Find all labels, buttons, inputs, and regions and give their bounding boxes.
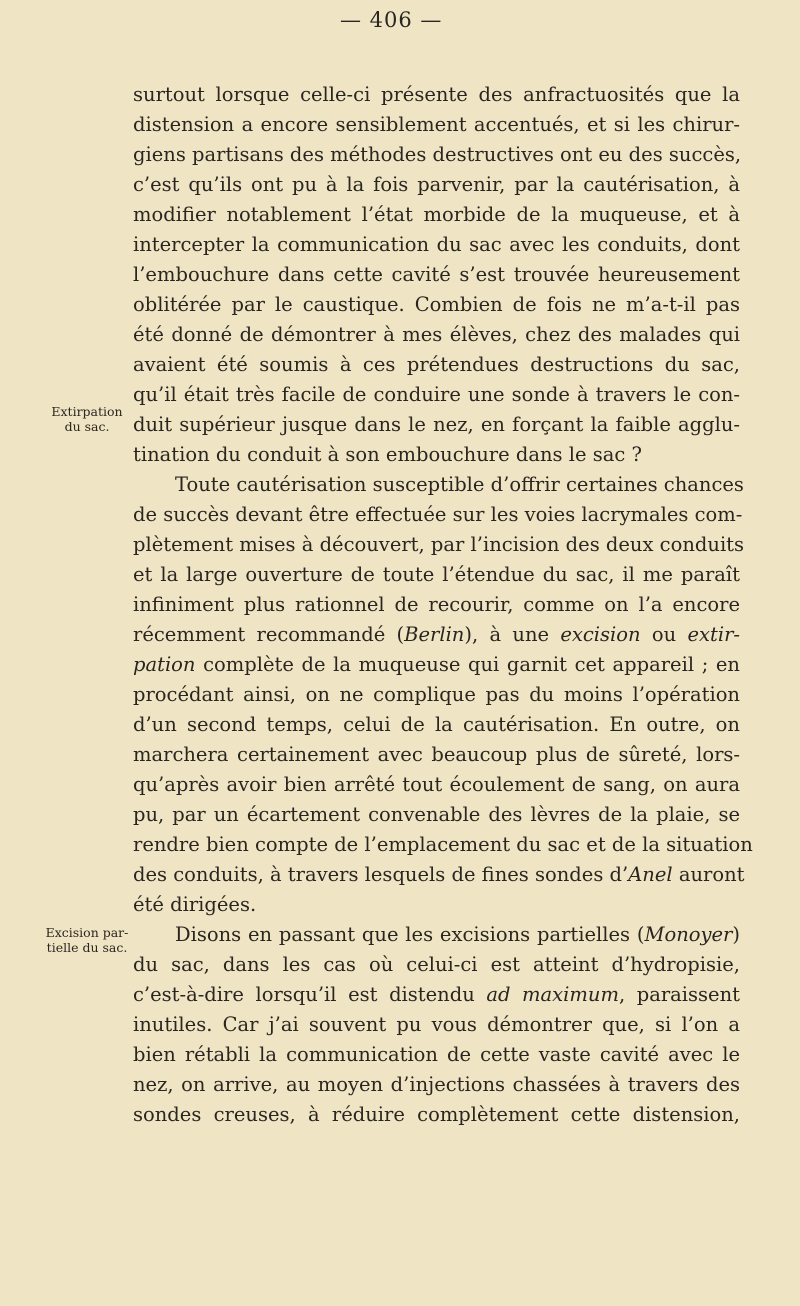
text-segment: distension a encore sensiblement accentués, et si les chirur- <box>133 113 740 136</box>
margin-note-excision <box>44 925 130 955</box>
text-segment: procédant ainsi, on ne complique pas du moins l’opération <box>133 683 740 706</box>
page-number: — 406 — <box>340 8 443 32</box>
text-segment: giens partisans des méthodes destructives ont eu des succès, <box>133 143 742 166</box>
text-segment: tination du conduit à son embouchure dans le sac ? <box>133 443 642 466</box>
text-line <box>133 860 745 890</box>
text-line <box>133 1040 740 1070</box>
text-line <box>133 590 740 620</box>
text-segment: plètement mises à découvert, par l’incision des deux conduits <box>133 533 745 556</box>
italic-text: Anel <box>628 863 673 886</box>
text-segment: pu, par un écartement convenable des lèvres de la plaie, se <box>133 803 740 826</box>
text-line <box>133 260 740 290</box>
margin-note-line: tielle du sac. <box>46 940 128 955</box>
margin-note-line: Excision par- <box>45 925 129 940</box>
text-line <box>133 920 740 950</box>
text-line <box>133 890 740 920</box>
text-line <box>133 140 740 170</box>
text-segment: d’un second temps, celui de la cautérisation. En outre, on <box>133 713 740 736</box>
text-line <box>133 470 744 500</box>
text-line <box>133 80 740 110</box>
text-line <box>133 380 740 410</box>
text-segment: sondes creuses, à réduire complètement cette distension, <box>133 1103 740 1126</box>
text-line <box>133 950 740 980</box>
text-segment: intercepter la communication du sac avec les conduits, dont <box>133 233 740 256</box>
text-line <box>133 440 740 470</box>
text-line <box>133 650 740 680</box>
italic-text: Monoyer <box>644 923 733 946</box>
text-line <box>133 770 740 800</box>
text-segment: auront <box>672 863 745 886</box>
italic-text: extir- <box>687 623 740 646</box>
text-line <box>133 500 743 530</box>
body-text <box>133 80 753 1130</box>
text-line <box>133 980 740 1010</box>
text-line <box>133 620 740 650</box>
text-segment: nez, on arrive, au moyen d’injections chassées à travers des <box>133 1073 740 1096</box>
margin-note-extirpation <box>44 404 130 434</box>
text-segment: inutiles. Car j’ai souvent pu vous démontrer que, si l’on a <box>133 1013 740 1036</box>
text-segment: récemment recommandé ( <box>133 623 405 646</box>
text-line <box>133 530 745 560</box>
italic-text: Berlin <box>404 623 465 646</box>
text-segment: rendre bien compte de l’emplacement du sac et de la situation <box>133 833 753 856</box>
text-segment: de succès devant être effectuée sur les voies lacrymales com- <box>133 503 743 526</box>
text-segment: et la large ouverture de toute l’étendue du sac, il me paraît <box>133 563 740 586</box>
text-segment: complète de la muqueuse qui garnit cet appareil ; en <box>195 653 740 676</box>
text-line <box>133 560 740 590</box>
text-line <box>133 680 740 710</box>
italic-text: excision <box>560 623 641 646</box>
text-segment: qu’il était très facile de conduire une sonde à travers le con- <box>133 383 740 406</box>
text-segment: avaient été soumis à ces prétendues destructions du sac, <box>133 353 740 376</box>
text-segment: Disons en passant que les excisions partielles ( <box>175 923 645 946</box>
text-segment: l’embouchure dans cette cavité s’est trouvée heureusement <box>133 263 740 286</box>
text-segment: qu’après avoir bien arrêté tout écoulement de sang, on aura <box>133 773 740 796</box>
text-segment: c’est qu’ils ont pu à la fois parvenir, par la cautérisation, à <box>133 173 740 196</box>
text-line <box>133 410 740 440</box>
text-segment: duit supérieur jusque dans le nez, en forçant la faible agglu- <box>133 413 740 436</box>
text-line <box>133 290 740 320</box>
text-segment: ) <box>732 923 740 946</box>
text-line <box>133 1010 740 1040</box>
text-line <box>133 1100 740 1130</box>
text-segment: c’est-à-dire lorsqu’il est distendu <box>133 983 487 1006</box>
italic-text: pation <box>133 653 196 676</box>
text-line <box>133 170 740 200</box>
text-segment: oblitérée par le caustique. Combien de fois ne m’a-t-il pas <box>133 293 740 316</box>
text-segment: des conduits, à travers lesquels de fines sondes d’ <box>133 863 629 886</box>
text-segment: du sac, dans les cas où celui-ci est atteint d’hydropisie, <box>133 953 740 976</box>
text-line <box>133 350 740 380</box>
text-segment: modifier notablement l’état morbide de la muqueuse, et à <box>133 203 740 226</box>
text-line <box>133 230 740 260</box>
text-line <box>133 110 740 140</box>
text-segment: été dirigées. <box>133 893 257 916</box>
text-segment: marchera certainement avec beaucoup plus de sûreté, lors- <box>133 743 740 766</box>
text-segment: Toute cautérisation susceptible d’offrir certaines chances <box>175 473 744 496</box>
text-segment: été donné de démontrer à mes élèves, chez des malades qui <box>133 323 740 346</box>
margin-note-line: du sac. <box>64 419 110 434</box>
text-line <box>133 830 753 860</box>
text-segment: , paraissent <box>618 983 740 1006</box>
text-line <box>133 740 740 770</box>
text-line <box>133 320 740 350</box>
text-segment: ), à une <box>464 623 561 646</box>
text-segment: ou <box>640 623 688 646</box>
text-segment: infiniment plus rationnel de recourir, comme on l’a encore <box>133 593 740 616</box>
italic-text: ad maximum <box>486 983 619 1006</box>
text-line <box>133 1070 740 1100</box>
text-line <box>133 800 740 830</box>
text-line <box>133 200 740 230</box>
text-segment: bien rétabli la communication de cette vaste cavité avec le <box>133 1043 740 1066</box>
text-segment: surtout lorsque celle-ci présente des anfractuosités que la <box>133 83 740 106</box>
margin-note-line: Extirpation <box>51 404 123 419</box>
text-line <box>133 710 740 740</box>
